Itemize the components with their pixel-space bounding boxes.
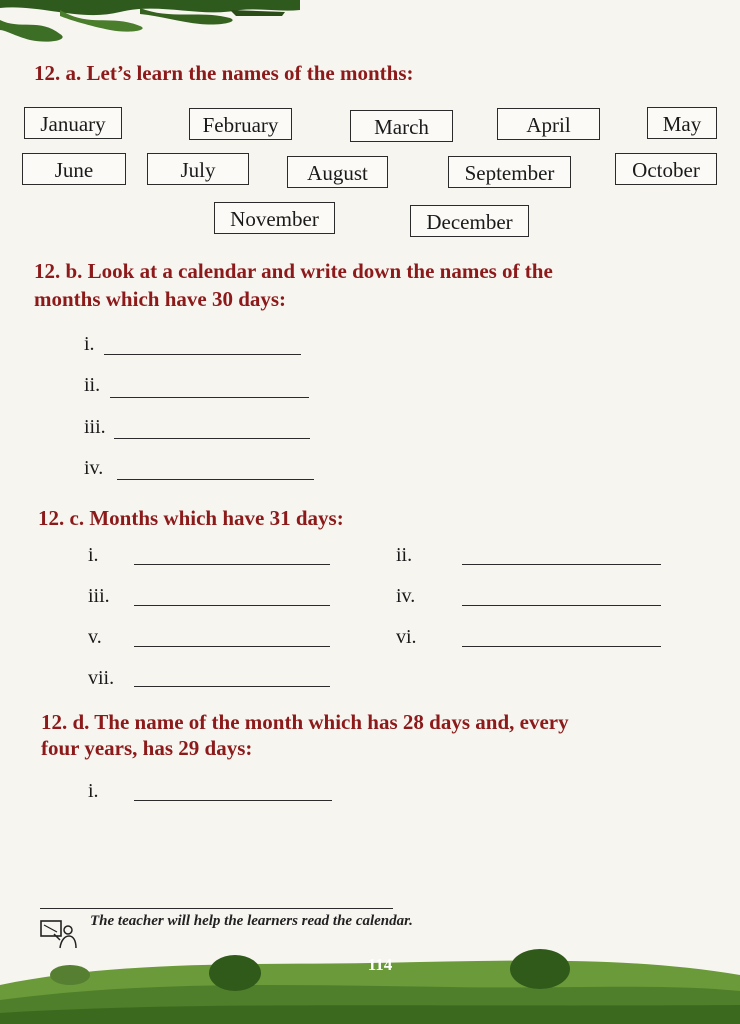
section-c-item-label: v. bbox=[88, 626, 102, 648]
month-box-january: January bbox=[24, 107, 122, 139]
teacher-note: The teacher will help the learners read the calendar. bbox=[90, 913, 413, 929]
section-b-heading-line1: 12. b. Look at a calendar and write down the names of the bbox=[34, 259, 553, 283]
section-c-answer-blank[interactable] bbox=[134, 605, 330, 606]
section-c-answer-blank[interactable] bbox=[134, 564, 330, 565]
section-c-answer-blank[interactable] bbox=[462, 564, 661, 565]
month-box-december: December bbox=[410, 205, 529, 237]
section-d-answer-blank[interactable] bbox=[134, 800, 332, 801]
section-c-item-label: iii. bbox=[88, 585, 110, 607]
section-c-item-label: ii. bbox=[396, 544, 413, 566]
section-c-answer-blank[interactable] bbox=[134, 686, 330, 687]
section-d-item-label: i. bbox=[88, 780, 99, 802]
section-b-item-label: ii. bbox=[84, 374, 101, 396]
section-b-answer-blank[interactable] bbox=[117, 479, 314, 480]
month-box-september: September bbox=[448, 156, 571, 188]
section-d-heading-line1: 12. d. The name of the month which has 28 days and, every bbox=[41, 710, 569, 734]
month-box-august: August bbox=[287, 156, 388, 188]
month-box-july: July bbox=[147, 153, 249, 185]
foliage-decoration bbox=[0, 0, 300, 48]
month-box-february: February bbox=[189, 108, 292, 140]
section-b-heading-line2: months which have 30 days: bbox=[34, 287, 287, 311]
section-b-item-label: i. bbox=[84, 333, 95, 355]
page-number: 114 bbox=[367, 955, 393, 974]
section-c-item-label: vii. bbox=[88, 667, 115, 689]
section-b-answer-blank[interactable] bbox=[104, 354, 301, 355]
section-b-item-label: iv. bbox=[84, 457, 104, 479]
section-c-answer-blank[interactable] bbox=[462, 605, 661, 606]
section-a-heading: 12. a. Let’s learn the names of the months: bbox=[34, 61, 414, 85]
month-box-october: October bbox=[615, 153, 717, 185]
month-box-april: April bbox=[497, 108, 600, 140]
section-c-answer-blank[interactable] bbox=[462, 646, 661, 647]
section-c-answer-blank[interactable] bbox=[134, 646, 330, 647]
month-box-november: November bbox=[214, 202, 335, 234]
section-b-answer-blank[interactable] bbox=[114, 438, 310, 439]
footer-divider bbox=[40, 908, 393, 909]
section-c-heading: 12. c. Months which have 31 days: bbox=[38, 506, 344, 530]
section-c-item-label: vi. bbox=[396, 626, 417, 648]
section-d-heading-line2: four years, has 29 days: bbox=[41, 736, 253, 760]
section-c-item-label: iv. bbox=[396, 585, 416, 607]
section-b-item-label: iii. bbox=[84, 416, 106, 438]
month-box-march: March bbox=[350, 110, 453, 142]
month-box-june: June bbox=[22, 153, 126, 185]
section-b-answer-blank[interactable] bbox=[110, 397, 309, 398]
section-c-item-label: i. bbox=[88, 544, 99, 566]
month-box-may: May bbox=[647, 107, 717, 139]
